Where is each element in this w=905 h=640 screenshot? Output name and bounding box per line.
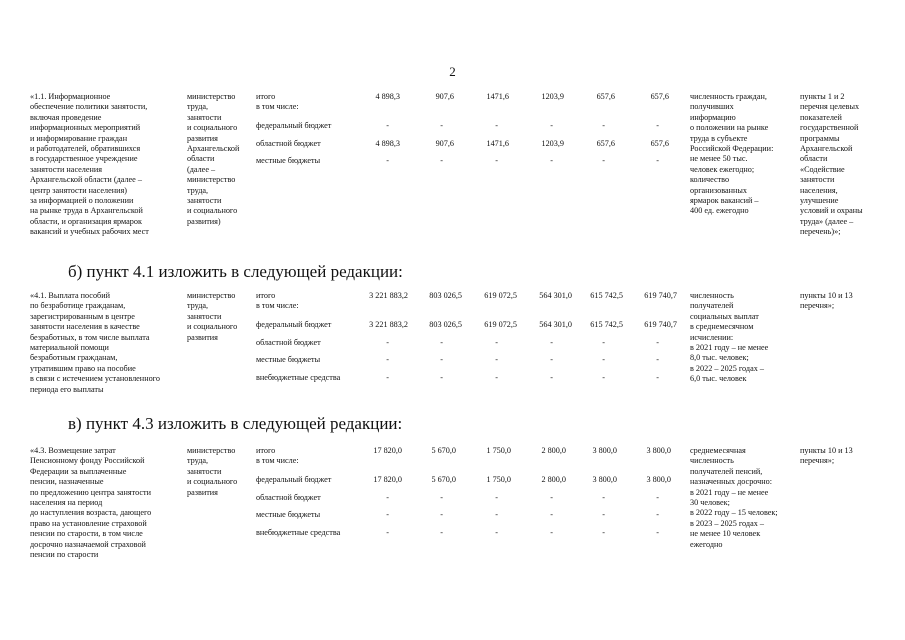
source-label: итого в том числе: — [256, 291, 299, 311]
value-cell: 907,6 — [435, 92, 454, 101]
value-cell: - — [440, 528, 443, 537]
value-cell: 657,6 — [650, 92, 669, 101]
value-cell: - — [550, 528, 553, 537]
value-cell: - — [550, 121, 553, 130]
value-cell: - — [550, 493, 553, 502]
value-cell: - — [656, 355, 659, 364]
value-cell: - — [550, 510, 553, 519]
value-cell: - — [495, 156, 498, 165]
value-cell: - — [386, 121, 389, 130]
value-cell: 1471,6 — [486, 92, 509, 101]
value-cell: 3 800,0 — [646, 475, 671, 484]
value-cell: 5 670,0 — [431, 446, 456, 455]
value-cell: - — [602, 156, 605, 165]
value-cell: 3 800,0 — [592, 446, 617, 455]
value-cell: - — [656, 156, 659, 165]
value-cell: - — [602, 493, 605, 502]
value-cell: 3 221 883,2 — [369, 320, 408, 329]
value-cell: - — [386, 156, 389, 165]
value-cell: 4 898,3 — [375, 92, 400, 101]
value-cell: - — [495, 121, 498, 130]
heading-v: в) пункт 4.3 изложить в следующей редакции: — [68, 414, 403, 433]
indicator-text: численность получателей социальных выплат в среднемесячном исчислении: в 2021 году – не менее 8,0 тыс. человек; в 2022 – 2025 годах – 6,0 тыс. человек — [690, 291, 769, 384]
measure-text: «4.3. Возмещение затрат Пенсионному фонду Российской Федерации за выплаченные пенсии, назначенные по предложению центра занятости населения на период до наступления возраста, дающего право на установление страховой пенсии по старости, в том числе досрочно назначаемой страховой пенсии по старости — [30, 446, 152, 560]
executor-text: министерство труда, занятости и социального развития — [187, 291, 238, 342]
value-cell: - — [495, 355, 498, 364]
value-cell: - — [550, 338, 553, 347]
indicator-text: численность граждан, получивших информацию о положении на рынке труда в субъекте Российской Федерации: не менее 50 тыс. человек ежегодно; количество организованных ярмарок вакансий – 400 ед. ежегодно — [690, 92, 774, 216]
source-label: местные бюджеты — [256, 510, 321, 519]
value-cell: - — [656, 493, 659, 502]
value-cell: - — [495, 493, 498, 502]
value-cell: 564 301,0 — [539, 291, 572, 300]
value-cell: 619 740,7 — [644, 291, 677, 300]
value-cell: - — [440, 510, 443, 519]
source-label: федеральный бюджет — [256, 320, 332, 329]
value-cell: 657,6 — [596, 92, 615, 101]
value-cell: 619 740,7 — [644, 320, 677, 329]
value-cell: - — [386, 355, 389, 364]
value-cell: 619 072,5 — [484, 320, 517, 329]
source-label: местные бюджеты — [256, 156, 321, 165]
value-cell: 17 820,0 — [373, 475, 402, 484]
value-cell: - — [440, 121, 443, 130]
value-cell: 5 670,0 — [431, 475, 456, 484]
link-text: пункты 1 и 2 перечня целевых показателей государственной программы Архангельской области «Содействие занятости населения, улучшение условий и охраны труда» (далее – перечень)»; — [800, 92, 863, 237]
value-cell: 803 026,5 — [429, 320, 462, 329]
value-cell: 2 800,0 — [541, 446, 566, 455]
source-label: внебюджетные средства — [256, 373, 341, 382]
value-cell: - — [656, 528, 659, 537]
link-text: пункты 10 и 13 перечня»; — [800, 446, 853, 466]
executor-text: министерство труда, занятости и социального развития Архангельской области (далее – министерство труда, занятости и социального развития) — [187, 92, 240, 226]
value-cell: - — [656, 510, 659, 519]
value-cell: 803 026,5 — [429, 291, 462, 300]
indicator-text: среднемесячная численность получателей пенсий, назначенных досрочно: в 2021 году – не менее 30 человек; в 2022 году – 15 человек; в 2023 – 2025 годах – не менее 10 человек ежегодно — [690, 446, 778, 549]
value-cell: 619 072,5 — [484, 291, 517, 300]
heading-b: б) пункт 4.1 изложить в следующей редакции: — [68, 262, 403, 281]
value-cell: - — [386, 373, 389, 382]
source-label: федеральный бюджет — [256, 121, 332, 130]
value-cell: - — [440, 493, 443, 502]
value-cell: - — [656, 121, 659, 130]
source-label: местные бюджеты — [256, 355, 321, 364]
value-cell: - — [602, 373, 605, 382]
value-cell: - — [386, 338, 389, 347]
measure-text: «1.1. Информационное обеспечение политики занятости, включая проведение информационных мероприятий и информирование граждан и работодателей, обратившихся в государственное учреждение занятости населения Архангельской области (далее – центр занятости населения) за информацией о положении на рынке труда в Архангельской области, и организация ярмарок вакансий и учебных рабочих мест — [30, 92, 149, 237]
value-cell: - — [495, 373, 498, 382]
value-cell: - — [656, 373, 659, 382]
value-cell: - — [386, 528, 389, 537]
link-text: пункты 10 и 13 перечня»; — [800, 291, 853, 311]
value-cell: - — [656, 338, 659, 347]
measure-text: «4.1. Выплата пособий по безработице гражданам, зарегистрированным в центре занятости населения в качестве безработных, в том числе выплата материальной помощи безработным гражданам, утратившим право на пособие в связи с истечением установленного периода его выплаты — [30, 291, 160, 394]
value-cell: - — [495, 338, 498, 347]
value-cell: - — [386, 493, 389, 502]
value-cell: 907,6 — [435, 139, 454, 148]
value-cell: - — [602, 355, 605, 364]
value-cell: 17 820,0 — [373, 446, 402, 455]
executor-text: министерство труда, занятости и социального развития — [187, 446, 238, 497]
value-cell: 1203,9 — [541, 92, 564, 101]
value-cell: 657,6 — [650, 139, 669, 148]
source-label: итого в том числе: — [256, 446, 299, 466]
source-label: федеральный бюджет — [256, 475, 332, 484]
value-cell: - — [602, 121, 605, 130]
value-cell: - — [386, 510, 389, 519]
value-cell: - — [440, 156, 443, 165]
value-cell: - — [440, 338, 443, 347]
value-cell: 4 898,3 — [375, 139, 400, 148]
value-cell: - — [550, 156, 553, 165]
value-cell: 1 750,0 — [486, 446, 511, 455]
value-cell: 1471,6 — [486, 139, 509, 148]
value-cell: 3 800,0 — [592, 475, 617, 484]
value-cell: 564 301,0 — [539, 320, 572, 329]
value-cell: - — [440, 373, 443, 382]
value-cell: - — [602, 510, 605, 519]
value-cell: 1 750,0 — [486, 475, 511, 484]
value-cell: 657,6 — [596, 139, 615, 148]
value-cell: 3 221 883,2 — [369, 291, 408, 300]
value-cell: 615 742,5 — [590, 291, 623, 300]
source-label: областной бюджет — [256, 493, 321, 502]
value-cell: - — [495, 528, 498, 537]
value-cell: - — [602, 338, 605, 347]
value-cell: 2 800,0 — [541, 475, 566, 484]
value-cell: - — [550, 355, 553, 364]
source-label: внебюджетные средства — [256, 528, 341, 537]
value-cell: - — [550, 373, 553, 382]
source-label: областной бюджет — [256, 338, 321, 347]
value-cell: 3 800,0 — [646, 446, 671, 455]
source-label: итого в том числе: — [256, 92, 299, 112]
value-cell: 1203,9 — [541, 139, 564, 148]
page-number: 2 — [449, 64, 456, 79]
source-label: областной бюджет — [256, 139, 321, 148]
value-cell: - — [495, 510, 498, 519]
value-cell: 615 742,5 — [590, 320, 623, 329]
value-cell: - — [440, 355, 443, 364]
value-cell: - — [602, 528, 605, 537]
